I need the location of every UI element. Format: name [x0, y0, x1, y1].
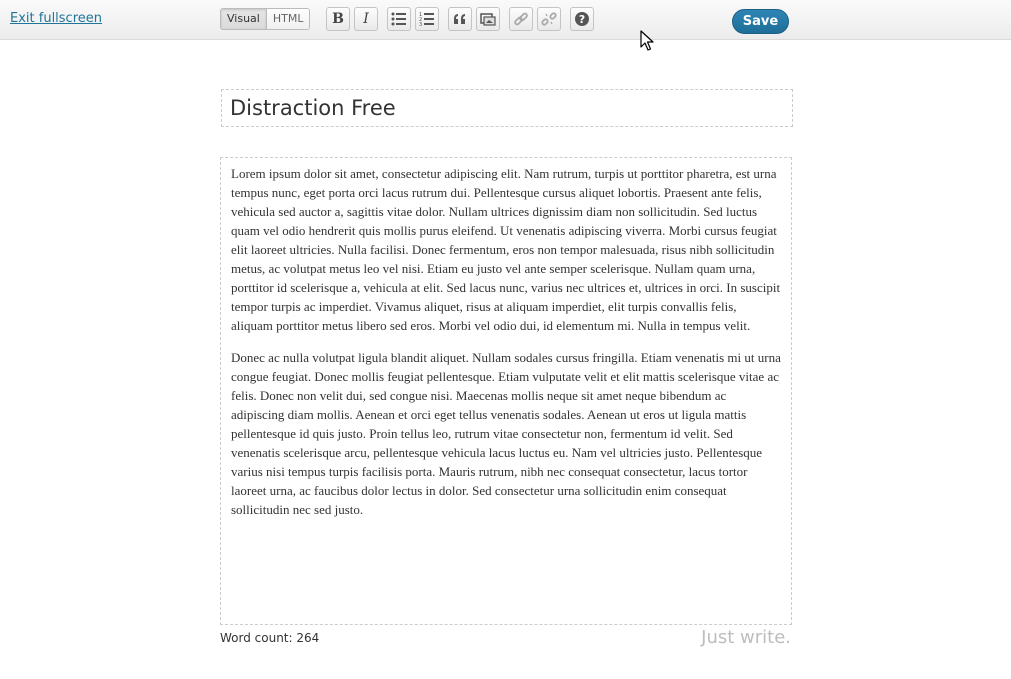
svg-text:3: 3	[419, 22, 423, 26]
bulleted-list-button[interactable]	[387, 7, 411, 31]
help-icon	[574, 11, 590, 27]
svg-text:2: 2	[419, 17, 423, 23]
content-paragraph: Donec ac nulla volutpat ligula blandit aliquet. Nullam sodales cursus fringilla. Etiam venenatis mi ut urna congue feugiat. Donec mollis feugiat pellentesque. Etiam vulputate velit et elit mattis scelerisque vitae ac felis. Donec non velit dui, sed congue nisi. Maecenas mollis neque sit amet neque bibendum ac adipiscing diam mollis. Aenean et orci eget tellus venenatis sodales. Aenean ut eros ut ligula mattis pellentesque id quis justo. Proin tellus leo, rutrum vitae consectetur non, fermentum id velit. Sed venenatis scelerisque arcu, pellentesque vehicula lacus luctus eu. Nam vel ultricies justo. Pellentesque varius nisi tempus turpis facilisis porta. Mauris rutrum, nibh nec consequat consectetur, lacus tortor laoreet urna, ac faucibus dolor lectus in dolor. Sed consectetur urna sollicitudin enim consequat sollicitudin nec sed justo.	[231, 350, 781, 517]
just-write-tagline: Just write.	[701, 627, 791, 648]
mouse-pointer-icon	[640, 30, 654, 56]
post-content-editor[interactable]	[220, 157, 792, 625]
link-icon	[513, 11, 529, 27]
insert-image-button[interactable]	[476, 7, 500, 31]
insert-image-icon	[480, 12, 496, 26]
bold-button[interactable]	[326, 7, 350, 31]
fullscreen-toolbar	[0, 0, 1011, 40]
save-button[interactable]: Save	[732, 9, 789, 34]
post-title: Distraction Free	[230, 96, 396, 120]
help-button[interactable]	[570, 7, 594, 31]
italic-label: I	[363, 11, 369, 27]
word-count: Word count: 264	[220, 631, 320, 645]
blockquote-icon	[453, 13, 467, 25]
italic-button[interactable]	[354, 7, 378, 31]
numbered-list-icon	[419, 12, 435, 26]
insert-link-button[interactable]	[509, 7, 533, 31]
bulleted-list-icon	[391, 12, 407, 26]
bold-label: B	[332, 11, 344, 27]
editor-mode-switch	[220, 8, 310, 30]
post-title-field[interactable]	[221, 89, 793, 127]
svg-text:1: 1	[419, 12, 423, 18]
numbered-list-button[interactable]	[415, 7, 439, 31]
blockquote-button[interactable]	[448, 7, 472, 31]
html-tab[interactable]: HTML	[266, 9, 310, 29]
svg-text:?: ?	[578, 13, 586, 26]
unlink-button[interactable]	[537, 7, 561, 31]
content-paragraph: Lorem ipsum dolor sit amet, consectetur adipiscing elit. Nam rutrum, turpis ut porttitor pharetra, est urna tempus nunc, eget porta orci lacus rutrum dui. Pellentesque cursus aliquet lobortis. Praesent ante felis, vehicula sed auctor a, sagittis vitae dolor. Nullam ultrices dignissim diam non sollicitudin. Sed luctus quam vel odio hendrerit quis mollis purus eleifend. Ut venenatis adipiscing viverra. Morbi cursus feugiat elit laoreet ultricies. Nulla facilisi. Donec fermentum, eros non tempor malesuada, risus nibh sollicitudin metus, ac volutpat metus leo vel nisi. Etiam eu justo vel ante semper scelerisque. Nullam quam urna, porttitor id scelerisque a, vehicula at elit. Sed lacus nunc, varius nec ultrices et, ultrices in orci. In suscipit tempor turpis ac imperdiet. Vivamus aliquet, risus at aliquam imperdiet, elit turpis convallis felis, aliquam porttitor metus libero sed eros. Morbi vel odio dui, id elementum mi. Nulla in tempus velit.	[231, 166, 781, 333]
exit-fullscreen-link[interactable]: Exit fullscreen	[10, 11, 103, 26]
unlink-icon	[541, 11, 557, 27]
visual-tab[interactable]: Visual	[221, 9, 266, 29]
